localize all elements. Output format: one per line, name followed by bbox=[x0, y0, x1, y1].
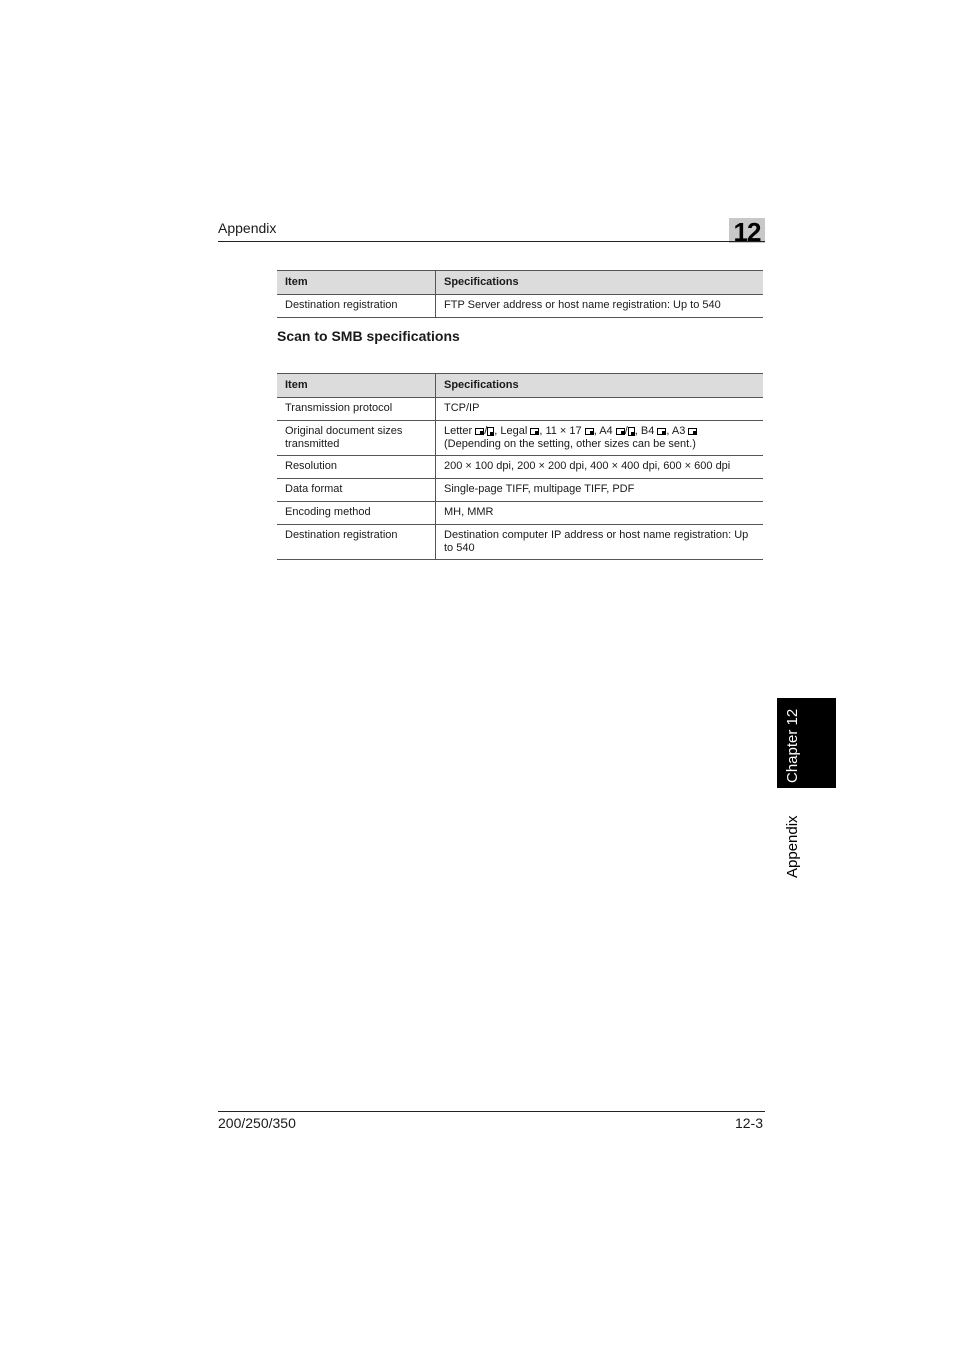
table-row bbox=[277, 456, 763, 479]
table-row bbox=[277, 525, 763, 560]
cell-spec: 200 × 100 dpi, 200 × 200 dpi, 400 × 400 dpi, 600 × 600 dpi bbox=[436, 456, 764, 479]
footer-page-number: 12-3 bbox=[734, 1115, 763, 1131]
footer-divider bbox=[218, 1111, 765, 1112]
table-row bbox=[277, 398, 763, 421]
cell-spec: FTP Server address or host name registration: Up to 540 bbox=[436, 295, 764, 318]
column-header-item: Item bbox=[277, 374, 436, 398]
paper-portrait-icon bbox=[628, 427, 635, 436]
separator: / bbox=[484, 425, 488, 437]
table-header-row bbox=[277, 271, 763, 295]
size-a3: , A3 bbox=[666, 425, 689, 437]
separator: / bbox=[624, 425, 628, 437]
smb-spec-table bbox=[277, 373, 763, 560]
size-letter: Letter bbox=[444, 425, 476, 437]
cell-spec: MH, MMR bbox=[436, 502, 764, 525]
size-11x17: , 11 × 17 bbox=[539, 425, 585, 437]
section-heading: Scan to SMB specifications bbox=[277, 328, 460, 344]
footer-model: 200/250/350 bbox=[218, 1115, 296, 1131]
table-header-row bbox=[277, 374, 763, 398]
cell-spec: Single-page TIFF, multipage TIFF, PDF bbox=[436, 479, 764, 502]
cell-item: Original document sizes transmitted bbox=[277, 421, 436, 456]
table-row bbox=[277, 479, 763, 502]
header-title: Appendix bbox=[218, 220, 277, 236]
table-row bbox=[277, 421, 763, 456]
cell-item: Destination registration bbox=[277, 295, 436, 318]
cell-spec: Destination computer IP address or host name registration: Up to 540 bbox=[436, 525, 764, 560]
size-note: (Depending on the setting, other sizes can be sent.) bbox=[444, 438, 696, 450]
cell-item: Destination registration bbox=[277, 525, 436, 560]
chapter-number-badge: 12 bbox=[729, 218, 765, 243]
paper-landscape-icon bbox=[688, 428, 697, 435]
cell-spec bbox=[436, 421, 764, 456]
ftp-spec-table bbox=[277, 270, 763, 318]
paper-landscape-icon bbox=[616, 428, 625, 435]
table-row bbox=[277, 502, 763, 525]
side-tab-chapter-label: Chapter 12 bbox=[784, 708, 801, 783]
column-header-item: Item bbox=[277, 271, 436, 295]
size-b4: , B4 bbox=[634, 425, 658, 437]
paper-portrait-icon bbox=[487, 427, 494, 436]
cell-item: Data format bbox=[277, 479, 436, 502]
paper-landscape-icon bbox=[475, 428, 484, 435]
column-header-specifications: Specifications bbox=[436, 374, 764, 398]
cell-item: Resolution bbox=[277, 456, 436, 479]
cell-spec: TCP/IP bbox=[436, 398, 764, 421]
size-legal: , Legal bbox=[494, 425, 531, 437]
paper-landscape-icon bbox=[657, 428, 666, 435]
table-row bbox=[277, 295, 763, 318]
paper-landscape-icon bbox=[585, 428, 594, 435]
paper-landscape-icon bbox=[530, 428, 539, 435]
cell-item: Transmission protocol bbox=[277, 398, 436, 421]
size-a4: , A4 bbox=[593, 425, 616, 437]
side-tab-section-label: Appendix bbox=[784, 815, 801, 878]
header-divider bbox=[218, 241, 765, 242]
cell-item: Encoding method bbox=[277, 502, 436, 525]
column-header-specifications: Specifications bbox=[436, 271, 764, 295]
